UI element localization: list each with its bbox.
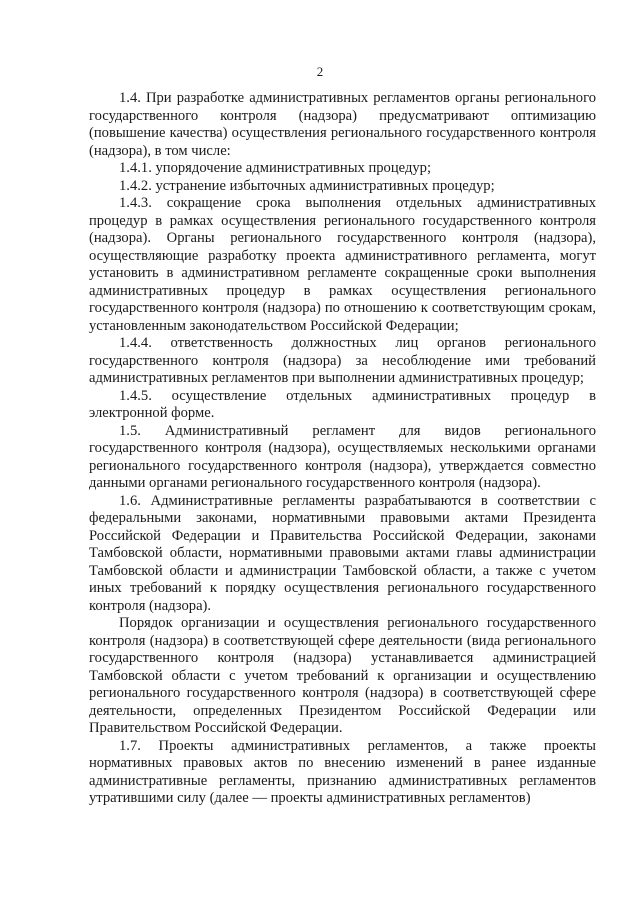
paragraph-1-4-2: 1.4.2. устранение избыточных административных процедур; — [119, 177, 495, 194]
paragraph-1-4-4: 1.4.4. ответственность должностных лиц органов регионального государственного контроля (надзора) за несоблюдение ими требований административных регламентов при выполнении административных процедур; — [89, 335, 596, 386]
paragraph-1-4: 1.4. При разработке административных регламентов органы регионального государственного контроля (надзора) предусматривают оптимизацию (повышение качества) осуществления регионального государственного контроля (надзора), в том числе: — [89, 90, 596, 159]
page-number: 2 — [316, 64, 324, 79]
paragraph-1-4-1: 1.4.1. упорядочение административных процедур; — [119, 160, 432, 176]
paragraph-1-5: 1.5. Административный регламент для видов регионального государственного контроля (надзора), осуществляемых несколькими органами регионального государственного контроля (надзора), утверждается совместно данными органами регионального государственного контроля (надзора). — [89, 422, 596, 491]
paragraph-1-7: 1.7. Проекты административных регламентов, а также проекты нормативных правовых актов по внесению изменений в ранее изданные административные регламенты, признанию административных регламентов утратившими силу (далее — проекты административных регламентов) — [89, 737, 596, 806]
paragraph-1-4-5: 1.4.5. осуществление отдельных административных процедур в электронной форме. — [89, 387, 596, 421]
paragraph-1-6: 1.6. Административные регламенты разрабатываются в соответствии с федеральными законами, нормативными правовыми актами Президента Российской Федерации и Правительства Российской Федерации, законами Тамбовской области, нормативными правовыми актами главы администрации Тамбовской области и администрации Тамбовской области, а также с учетом иных требований к порядку осуществления регионального государственного контроля (надзора). — [89, 492, 596, 614]
document-body — [89, 90, 596, 808]
paragraph-procedure: Порядок организации и осуществления регионального государственного контроля (надзора) в соответствующей сфере деятельности (вида регионального государственного контроля (надзора) устанавливается администрацией Тамбовской области с учетом требований к организации и осуществлению регионального государственного контроля (надзора) в соответствующей сфере деятельности, определенных Президентом Российской Федерации или Правительством Российской Федерации. — [89, 615, 596, 736]
paragraph-1-4-3: 1.4.3. сокращение срока выполнения отдельных административных процедур в рамках осуществления регионального государственного контроля (надзора). Органы регионального государственного контроля (надзора), осуществляющие разработку проекта административного регламента, могут установить в административном регламенте сокращенные сроки выполнения административных процедур в рамках осуществления регионального государственного контроля (надзора) по отношению к соответствующим срокам, установленным законодательством Российской Федерации; — [89, 195, 596, 334]
